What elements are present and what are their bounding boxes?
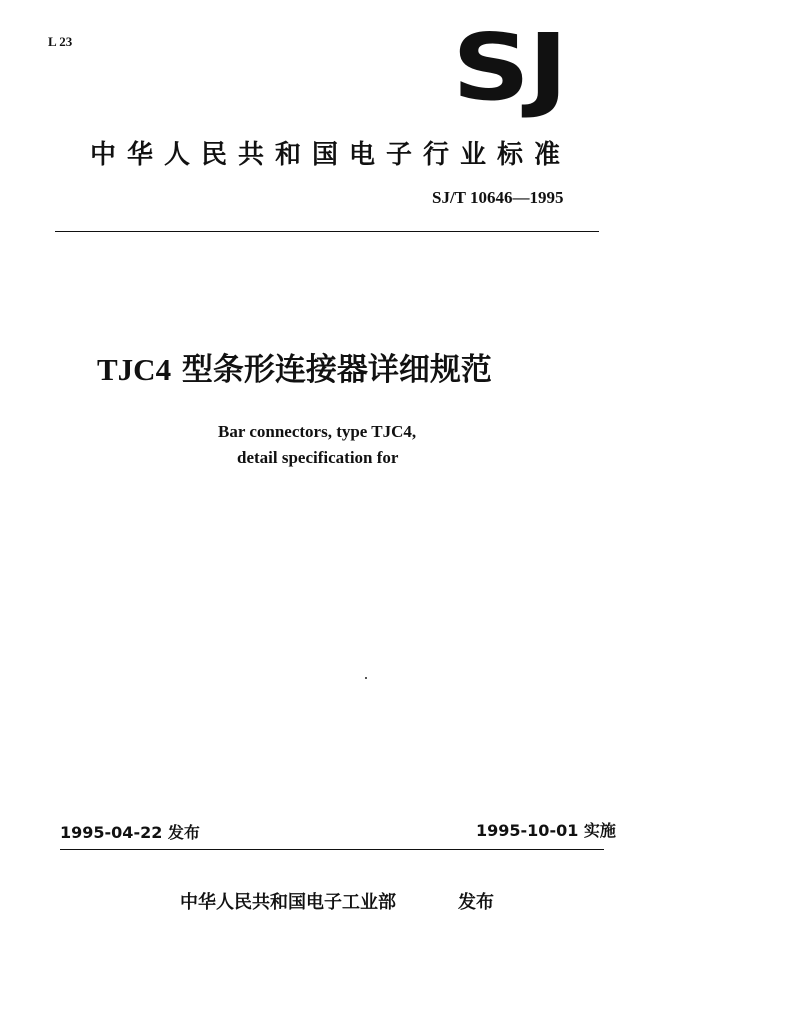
standard-type-title: 中华人民共和国电子行业标准 <box>90 140 572 170</box>
footer-divider <box>60 849 604 850</box>
title-model-code: TJC4 <box>97 352 172 387</box>
publisher-name: 中华人民共和国电子工业部 <box>180 892 396 913</box>
classification-code: L 23 <box>48 34 73 49</box>
document-title-english-line1: Bar connectors, type TJC4, <box>218 422 417 441</box>
document-title-english-line2: detail specification for <box>237 448 399 467</box>
publisher-action: 发布 <box>458 892 494 913</box>
header-divider <box>55 231 599 232</box>
document-title-chinese <box>97 344 492 389</box>
implementation-date: 1995-10-01 实施 <box>476 821 616 840</box>
title-chinese-text: 型条形连接器详细规范 <box>181 352 492 388</box>
scan-speck <box>365 677 367 679</box>
issue-date: 1995-04-22 发布 <box>60 823 200 842</box>
standard-number: SJ/T 10646—1995 <box>432 188 564 207</box>
sj-logo: SJ <box>452 14 566 121</box>
